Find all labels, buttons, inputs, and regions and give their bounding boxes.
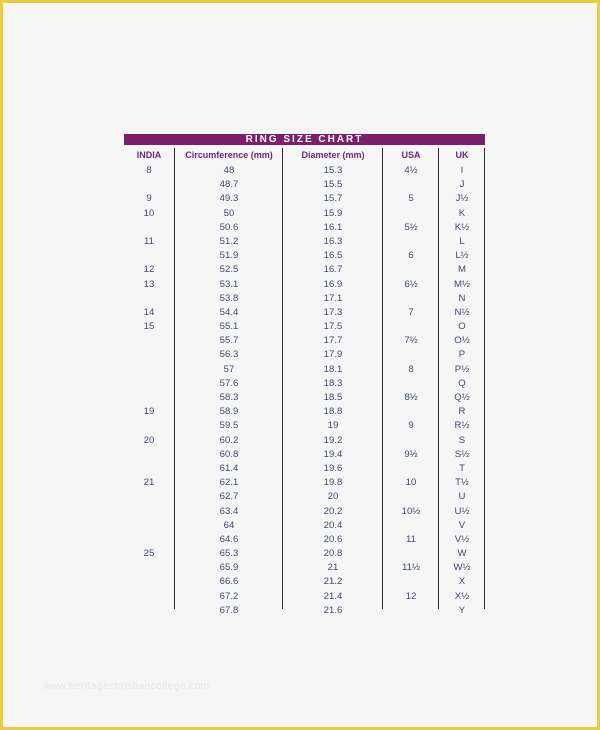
cell-usa: 11 <box>406 533 416 545</box>
cell-diameter: 16.7 <box>323 264 343 276</box>
cell-diameter: 17.9 <box>323 349 343 361</box>
cell-diameter: 19.2 <box>323 434 343 446</box>
cell-uk: Y <box>458 604 466 616</box>
cell-circumference: 56.3 <box>219 349 239 361</box>
cell-diameter: 18.1 <box>323 363 343 375</box>
cell-uk: U <box>458 491 466 503</box>
cell-uk: T <box>459 462 465 474</box>
table-row <box>124 235 485 249</box>
cell-usa: 5½ <box>404 221 418 233</box>
cell-circumference: 65.9 <box>219 562 239 574</box>
watermark: www.heritagechristiancollege.com <box>43 681 210 692</box>
cell-uk: V½ <box>454 533 470 545</box>
table-row <box>124 505 485 519</box>
cell-diameter: 15.5 <box>323 179 343 191</box>
cell-diameter: 16.9 <box>323 278 343 290</box>
cell-diameter: 21.2 <box>323 576 343 588</box>
cell-diameter: 21.4 <box>323 590 343 602</box>
cell-uk: M <box>458 264 466 276</box>
header-usa: USA <box>401 150 421 160</box>
cell-usa: 8 <box>408 363 414 375</box>
table-row <box>124 575 485 589</box>
cell-circumference: 53.1 <box>219 278 239 290</box>
cell-circumference: 53.8 <box>219 292 239 304</box>
cell-usa: 4½ <box>404 165 418 176</box>
cell-diameter: 20.8 <box>323 548 343 560</box>
cell-usa: 5 <box>408 193 414 205</box>
table-row <box>124 448 485 462</box>
table-row <box>124 263 485 277</box>
cell-diameter: 20.2 <box>323 505 343 517</box>
cell-circumference: 54.4 <box>219 306 239 318</box>
cell-uk: R <box>458 406 466 418</box>
table-row <box>124 221 485 235</box>
chart-title: RING SIZE CHART <box>124 134 485 145</box>
table-row <box>124 249 485 263</box>
table-row <box>124 590 485 604</box>
header-india: INDIA <box>136 150 162 160</box>
table-row <box>124 391 485 405</box>
table-row <box>124 561 485 575</box>
table-row <box>124 292 485 306</box>
size-table <box>124 148 485 618</box>
table-row <box>124 434 485 448</box>
cell-circumference: 51.9 <box>219 250 239 262</box>
cell-circumference: 64.6 <box>219 533 239 545</box>
cell-india: 19 <box>143 406 155 418</box>
cell-diameter: 17.7 <box>323 335 343 347</box>
cell-india: 20 <box>143 434 155 446</box>
table-row <box>124 164 485 178</box>
cell-usa: 9½ <box>404 448 418 460</box>
table-row <box>124 533 485 547</box>
table-row <box>124 278 485 292</box>
cell-uk: Q <box>458 377 466 389</box>
table-row <box>124 547 485 561</box>
cell-circumference: 65.3 <box>219 548 239 560</box>
cell-diameter: 18.8 <box>323 406 343 418</box>
cell-circumference: 48 <box>223 165 235 176</box>
cell-diameter: 19.6 <box>323 462 343 474</box>
cell-usa: 12 <box>405 590 417 602</box>
cell-circumference: 51.2 <box>219 235 239 247</box>
cell-diameter: 16.1 <box>323 221 343 233</box>
table-header <box>124 148 485 164</box>
cell-uk: J <box>459 179 465 191</box>
cell-diameter: 17.3 <box>323 306 343 318</box>
header-uk: UK <box>455 150 469 160</box>
cell-circumference: 62.7 <box>219 491 239 503</box>
cell-diameter: 21 <box>327 562 339 574</box>
table-row <box>124 192 485 206</box>
cell-india: 15 <box>143 321 155 333</box>
cell-circumference: 62.1 <box>219 477 239 489</box>
cell-diameter: 18.5 <box>323 392 343 403</box>
cell-circumference: 64 <box>223 519 235 531</box>
cell-usa: 8½ <box>404 392 418 403</box>
cell-india: 11 <box>144 235 154 247</box>
cell-diameter: 20 <box>327 491 339 503</box>
cell-usa: 7 <box>408 306 414 318</box>
cell-india: 13 <box>143 278 155 290</box>
cell-uk: J½ <box>455 193 469 205</box>
cell-uk: I <box>460 165 464 176</box>
table-row <box>124 334 485 348</box>
table-row <box>124 476 485 490</box>
cell-usa: 11½ <box>402 562 420 574</box>
cell-circumference: 48.7 <box>219 179 239 191</box>
cell-uk: L <box>459 235 465 247</box>
cell-uk: O <box>458 321 466 333</box>
table-row <box>124 207 485 221</box>
cell-uk: O½ <box>454 335 470 347</box>
header-diameter: Diameter (mm) <box>301 150 365 160</box>
cell-uk: N½ <box>454 306 470 318</box>
cell-india: 21 <box>143 477 155 489</box>
cell-diameter: 17.5 <box>323 321 343 333</box>
cell-diameter: 20.4 <box>323 519 343 531</box>
cell-diameter: 20.6 <box>323 533 343 545</box>
cell-uk: W <box>457 548 467 560</box>
cell-uk: L½ <box>455 250 469 262</box>
cell-uk: K½ <box>454 221 470 233</box>
cell-diameter: 16.3 <box>323 235 343 247</box>
cell-circumference: 50.6 <box>219 221 239 233</box>
cell-uk: V <box>458 519 466 531</box>
header-circumference: Circumference (mm) <box>185 150 273 160</box>
cell-circumference: 61.4 <box>219 462 239 474</box>
cell-uk: P <box>458 349 466 361</box>
cell-india: 12 <box>143 264 155 276</box>
cell-usa: 9 <box>408 420 414 432</box>
cell-diameter: 19 <box>327 420 339 432</box>
ring-size-chart <box>124 134 485 616</box>
table-row <box>124 363 485 377</box>
cell-circumference: 66.6 <box>219 576 239 588</box>
cell-diameter: 15.7 <box>323 193 343 205</box>
cell-circumference: 67.8 <box>219 604 239 616</box>
cell-usa: 10½ <box>401 505 421 517</box>
cell-circumference: 63.4 <box>219 505 239 517</box>
cell-india: 8 <box>146 165 152 176</box>
cell-circumference: 57.6 <box>219 377 239 389</box>
cell-circumference: 50 <box>223 207 235 219</box>
cell-india: 9 <box>146 193 152 205</box>
table-row <box>124 306 485 320</box>
cell-circumference: 67.2 <box>219 590 239 602</box>
cell-usa: 10 <box>405 477 417 489</box>
cell-diameter: 15.9 <box>323 207 343 219</box>
cell-diameter: 18.3 <box>323 377 343 389</box>
table-row <box>124 348 485 362</box>
table-row <box>124 320 485 334</box>
cell-uk: R½ <box>454 420 470 432</box>
cell-circumference: 58.3 <box>219 392 239 403</box>
cell-uk: U½ <box>454 505 470 517</box>
cell-diameter: 15.3 <box>323 165 343 176</box>
cell-usa: 6½ <box>404 278 418 290</box>
table-row <box>124 419 485 433</box>
cell-circumference: 60.2 <box>219 434 239 446</box>
cell-uk: N <box>458 292 466 304</box>
table-row <box>124 519 485 533</box>
cell-usa: 7½ <box>404 335 418 347</box>
table-row <box>124 377 485 391</box>
cell-diameter: 16.5 <box>323 250 343 262</box>
cell-circumference: 55.7 <box>219 335 239 347</box>
table-row <box>124 490 485 504</box>
cell-diameter: 21.6 <box>323 604 343 616</box>
cell-diameter: 17.1 <box>323 292 343 304</box>
cell-uk: X½ <box>454 590 470 602</box>
cell-circumference: 57 <box>223 363 235 375</box>
cell-uk: W½ <box>453 562 471 574</box>
table-row <box>124 604 485 618</box>
cell-circumference: 55.1 <box>219 321 239 333</box>
cell-circumference: 52.5 <box>219 264 239 276</box>
cell-india: 14 <box>143 306 155 318</box>
table-row <box>124 405 485 419</box>
cell-uk: K <box>458 207 466 219</box>
cell-uk: Q½ <box>454 392 470 403</box>
cell-uk: P½ <box>454 363 470 375</box>
cell-diameter: 19.8 <box>323 477 343 489</box>
cell-circumference: 49.3 <box>219 193 239 205</box>
cell-circumference: 59.5 <box>219 420 239 432</box>
document-page <box>3 3 597 727</box>
cell-circumference: 60.8 <box>219 448 239 460</box>
cell-uk: T½ <box>455 477 469 489</box>
cell-diameter: 19.4 <box>323 448 343 460</box>
table-row <box>124 462 485 476</box>
cell-uk: S <box>458 434 466 446</box>
table-row <box>124 178 485 192</box>
cell-usa: 6 <box>408 250 414 262</box>
cell-uk: S½ <box>454 448 470 460</box>
cell-circumference: 58.9 <box>219 406 239 418</box>
cell-india: 25 <box>143 548 155 560</box>
cell-uk: M½ <box>454 278 470 290</box>
cell-uk: X <box>458 576 466 588</box>
cell-india: 10 <box>143 207 155 219</box>
